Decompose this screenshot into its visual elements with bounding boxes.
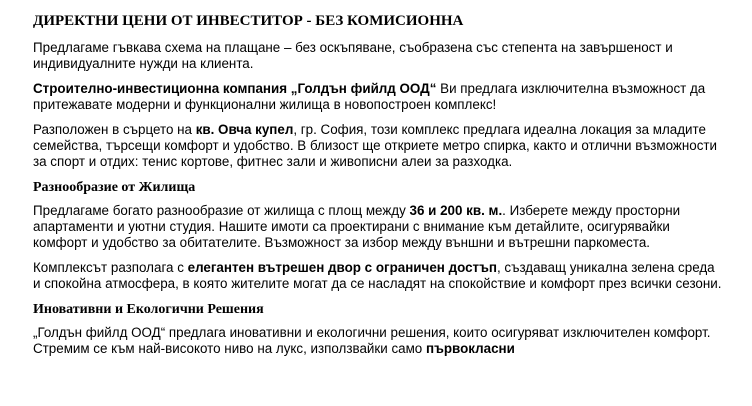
payment-paragraph: Предлагаме гъвкава схема на плащане – без оскъпяване, съобразена със степента на завършеност и индивидуалните нужди на клиента. <box>33 40 673 71</box>
location-name: кв. Овча купел <box>195 122 294 137</box>
variety-paragraph <box>33 203 723 251</box>
variety-text-2: . Изберете между просторни апартаменти и уютни студия. Нашите имоти са проектирани с внимание към детайлите, осигурявайки комфорт и удобство за обитателите. Възможност за избор между външни и вътрешни паркоместа. <box>33 203 681 250</box>
variety-heading: Разнообразие от Жилища <box>33 180 196 195</box>
area-range: 36 и 200 кв. м. <box>409 203 503 218</box>
eco-heading: Иновативни и Екологични Решения <box>33 302 264 317</box>
variety-text-1: Предлагаме богато разнообразие от жилища с площ между <box>33 203 410 218</box>
company-name: Строително-инвестиционна компания „Голдън фийлд ООД“ <box>33 81 437 96</box>
courtyard-highlight: елегантен вътрешен двор с ограничен достъп <box>187 260 497 275</box>
company-paragraph <box>33 81 723 113</box>
courtyard-text-2: , създаващ уникална зелена среда и спокойна атмосфера, в която жителите могат да се насладят на спокойствие и комфорт през всички сезони. <box>33 260 722 291</box>
courtyard-text-1: Комплексът разполага с <box>33 260 188 275</box>
location-text-2: , гр. София, този комплекс предлага идеална локация за младите семейства, търсещи комфорт и удобство. В близост ще откриете метро спирка, както и отлични възможности за спорт и отдих: тенис кортове, фитнес зали и живописни алеи за разходка. <box>33 122 718 169</box>
main-heading: ДИРЕКТНИ ЦЕНИ ОТ ИНВЕСТИТОР - БЕЗ КОМИСИОННА <box>33 13 464 29</box>
company-text: Ви предлага изключителна възможност да притежавате модерни и функционални жилища в новопостроен комплекс! <box>33 81 706 112</box>
eco-highlight: първокласни <box>425 341 515 356</box>
article <box>33 12 723 366</box>
eco-paragraph <box>33 325 723 357</box>
eco-text-1: „Голдън фийлд ООД“ предлага иновативни и екологични решения, които осигуряват изключителен комфорт. Стремим се към най-високото ниво на лукс, използвайки само <box>33 325 711 356</box>
courtyard-paragraph <box>33 260 723 292</box>
location-paragraph <box>33 122 723 170</box>
location-text-1: Разположен в сърцето на <box>33 122 196 137</box>
